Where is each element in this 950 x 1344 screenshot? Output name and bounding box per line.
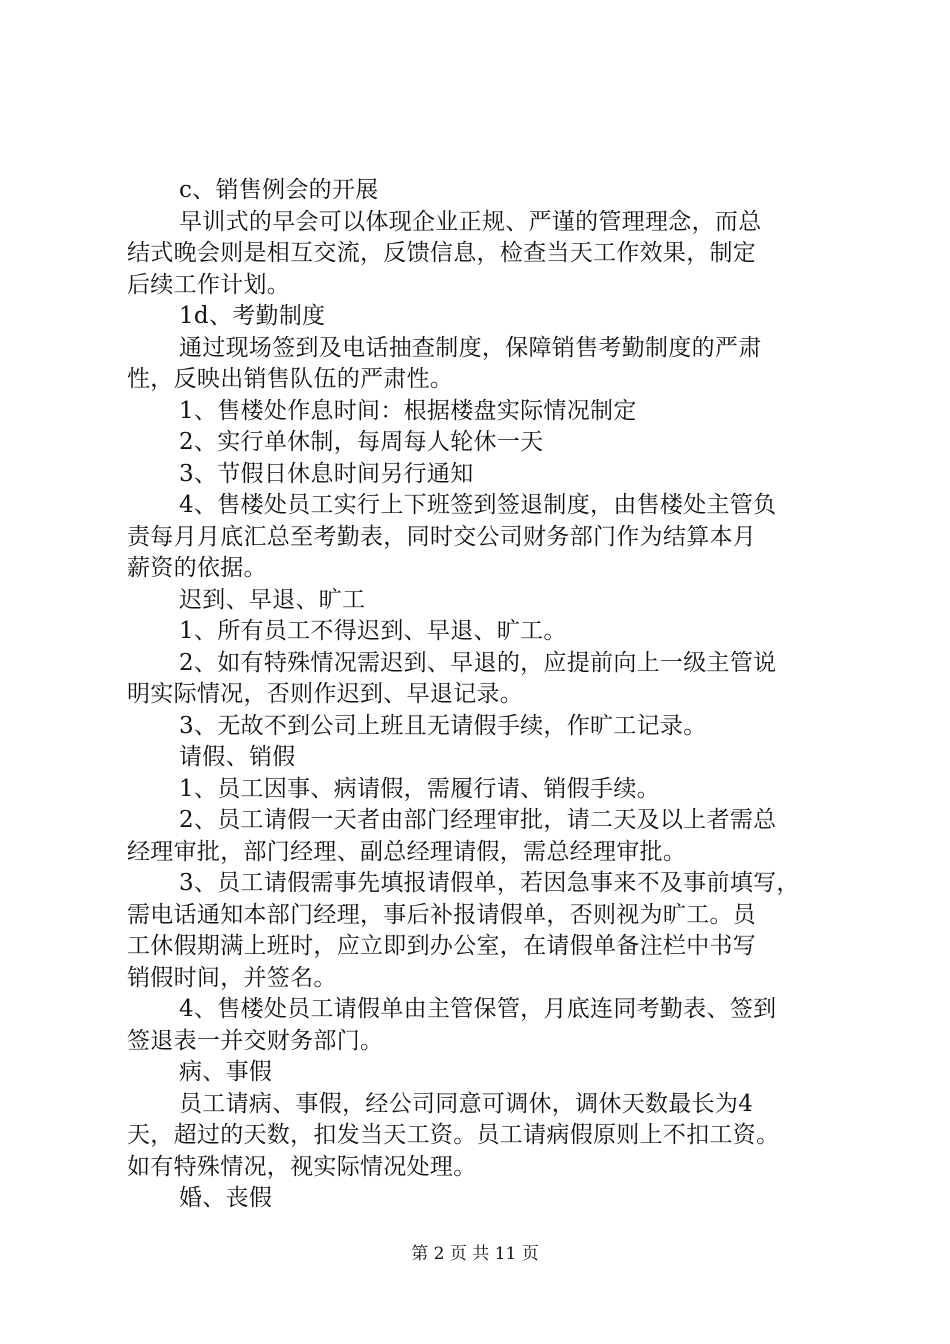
text-line: 2、实行单休制，每周每人轮休一天 xyxy=(179,429,544,455)
text-line: 签退表一并交财务部门。 xyxy=(127,1027,384,1054)
text-line: 天，超过的天数，扣发当天工资。员工请病假原则上不扣工资。 xyxy=(127,1122,780,1148)
document-body xyxy=(127,175,833,1215)
text-line: 薪资的依据。 xyxy=(127,555,267,581)
text-line: 工休假期满上班时，应立即到办公室，在请假单备注栏中书写 xyxy=(127,933,757,959)
text-line: 责每月月底汇总至考勤表，同时交公司财务部门作为结算本月 xyxy=(127,523,757,550)
text-line: 员工请病、事假，经公司同意可调休，调休天数最长为4 xyxy=(179,1090,754,1117)
text-line: 1d、考勤制度 xyxy=(179,303,326,329)
text-line: 2、员工请假一天者由部门经理审批，请二天及以上者需总 xyxy=(179,807,777,833)
text-line: 结式晚会则是相互交流，反馈信息，检查当天工作效果，制定 xyxy=(127,240,757,266)
text-line: 2、如有特殊情况需迟到、早退的，应提前向上一级主管说 xyxy=(179,649,777,676)
text-line: 1、所有员工不得迟到、早退、旷工。 xyxy=(179,618,567,644)
text-line: 3、节假日休息时间另行通知 xyxy=(179,460,474,487)
text-line: 4、售楼处员工实行上下班签到签退制度，由售楼处主管负 xyxy=(179,492,777,518)
text-line: 如有特殊情况，视实际情况处理。 xyxy=(127,1153,477,1180)
text-line: 经理审批，部门经理、副总经理请假，需总经理审批。 xyxy=(127,838,687,865)
text-line: 早训式的早会可以体现企业正规、严谨的管理理念，而总 xyxy=(179,208,762,235)
page-footer: 第 2 页 共 11 页 xyxy=(411,1244,539,1264)
text-line: 3、员工请假需事先填报请假单，若因急事来不及事前填写， xyxy=(179,870,800,896)
text-line: 请假、销假 xyxy=(179,744,296,770)
text-line: 3、无故不到公司上班且无请假手续，作旷工记录。 xyxy=(179,712,707,739)
text-line: 明实际情况，否则作迟到、早退记录。 xyxy=(127,681,524,707)
text-line: 病、事假 xyxy=(179,1059,273,1085)
text-line: 通过现场签到及电话抽查制度，保障销售考勤制度的严肃 xyxy=(179,334,762,361)
text-line: 婚、丧假 xyxy=(179,1185,273,1211)
text-line: 性，反映出销售队伍的严肃性。 xyxy=(127,366,454,392)
text-line: 销假时间，并签名。 xyxy=(127,964,337,991)
text-line: 迟到、早退、旷工 xyxy=(179,586,366,613)
text-line: 1、员工因事、病请假，需履行请、销假手续。 xyxy=(179,775,660,802)
text-line: c、销售例会的开展 xyxy=(179,177,379,203)
text-line: 1、售楼处作息时间：根据楼盘实际情况制定 xyxy=(179,397,637,424)
text-line: 后续工作计划。 xyxy=(127,271,291,298)
text-line: 需电话通知本部门经理，事后补报请假单，否则视为旷工。员 xyxy=(127,901,757,928)
text-line: 4、售楼处员工请假单由主管保管，月底连同考勤表、签到 xyxy=(179,996,777,1022)
